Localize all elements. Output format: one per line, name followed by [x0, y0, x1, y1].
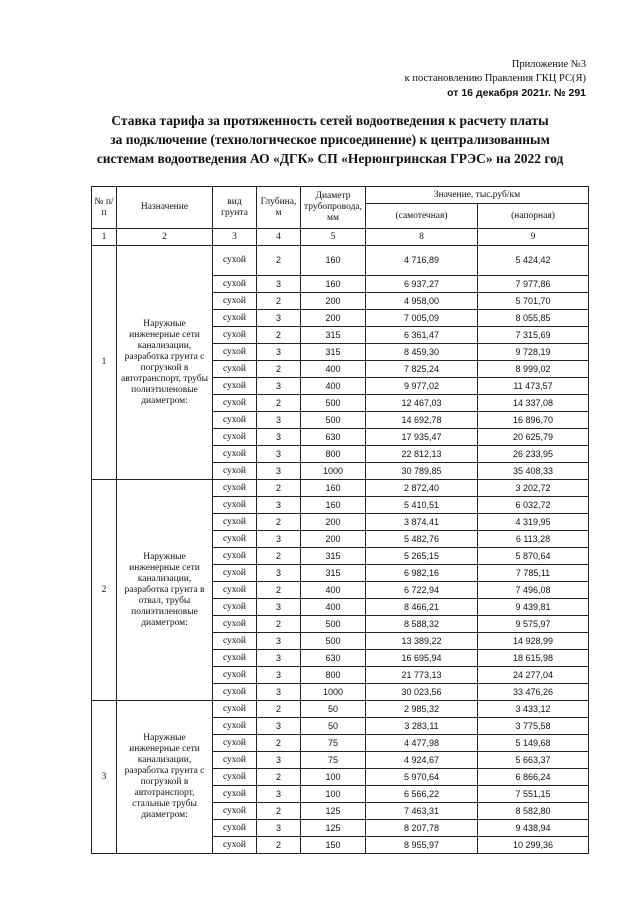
- gravity-value-cell: 8 207,78: [366, 820, 478, 837]
- diameter-cell: 50: [301, 718, 366, 735]
- soil-cell: сухой: [213, 480, 257, 497]
- depth-cell: 3: [257, 497, 301, 514]
- gravity-value-cell: 6 566,22: [366, 786, 478, 803]
- diameter-cell: 400: [301, 378, 366, 395]
- resolution-date: от 16 декабря 2021г. № 291: [447, 87, 586, 99]
- table-row: [92, 246, 589, 276]
- header-name: Назначение: [117, 187, 213, 229]
- soil-cell: сухой: [213, 769, 257, 786]
- group-number-cell: 3: [92, 701, 117, 854]
- pressure-value-cell: 7 496,08: [478, 582, 589, 599]
- diameter-cell: 315: [301, 565, 366, 582]
- depth-cell: 3: [257, 378, 301, 395]
- pressure-value-cell: 7 315,69: [478, 327, 589, 344]
- diameter-cell: 400: [301, 582, 366, 599]
- depth-cell: 2: [257, 514, 301, 531]
- gravity-value-cell: 22 812,13: [366, 446, 478, 463]
- diameter-cell: 400: [301, 361, 366, 378]
- diameter-cell: 50: [301, 701, 366, 718]
- diameter-cell: 315: [301, 327, 366, 344]
- diameter-cell: 100: [301, 769, 366, 786]
- gravity-value-cell: 8 459,30: [366, 344, 478, 361]
- soil-cell: сухой: [213, 684, 257, 701]
- header-gravity: (самотечная): [366, 204, 478, 229]
- pressure-value-cell: 3 433,12: [478, 701, 589, 718]
- diameter-cell: 200: [301, 514, 366, 531]
- soil-cell: сухой: [213, 497, 257, 514]
- depth-cell: 3: [257, 412, 301, 429]
- soil-cell: сухой: [213, 378, 257, 395]
- soil-cell: сухой: [213, 395, 257, 412]
- pressure-value-cell: 8 582,80: [478, 803, 589, 820]
- soil-cell: сухой: [213, 344, 257, 361]
- gravity-value-cell: 8 466,21: [366, 599, 478, 616]
- gravity-value-cell: 4 477,98: [366, 735, 478, 752]
- soil-cell: сухой: [213, 735, 257, 752]
- gravity-value-cell: 7 005,09: [366, 310, 478, 327]
- soil-cell: сухой: [213, 446, 257, 463]
- gravity-value-cell: 6 937,27: [366, 276, 478, 293]
- pressure-value-cell: 7 785,11: [478, 565, 589, 582]
- pressure-value-cell: 9 439,81: [478, 599, 589, 616]
- pressure-value-cell: 18 615,98: [478, 650, 589, 667]
- soil-cell: сухой: [213, 667, 257, 684]
- depth-cell: 3: [257, 599, 301, 616]
- soil-cell: сухой: [213, 837, 257, 854]
- depth-cell: 2: [257, 395, 301, 412]
- gravity-value-cell: 8 588,32: [366, 616, 478, 633]
- header-pressure: (напорная): [478, 204, 589, 229]
- pressure-value-cell: 11 473,57: [478, 378, 589, 395]
- diameter-cell: 500: [301, 616, 366, 633]
- soil-cell: сухой: [213, 786, 257, 803]
- gravity-value-cell: 4 958,00: [366, 293, 478, 310]
- diameter-cell: 75: [301, 735, 366, 752]
- header-diameter: Диаметр трубопровода, мм: [301, 187, 366, 229]
- diameter-cell: 630: [301, 429, 366, 446]
- pressure-value-cell: 7 551,15: [478, 786, 589, 803]
- gravity-value-cell: 4 716,89: [366, 246, 478, 276]
- header-value: Значение, тыс.руб/км: [366, 187, 589, 204]
- pressure-value-cell: 4 319,95: [478, 514, 589, 531]
- soil-cell: сухой: [213, 246, 257, 276]
- pressure-value-cell: 26 233,95: [478, 446, 589, 463]
- depth-cell: 3: [257, 786, 301, 803]
- depth-cell: 3: [257, 633, 301, 650]
- soil-cell: сухой: [213, 463, 257, 480]
- document-header: [405, 58, 586, 100]
- title-line-3: системам водоотведения АО «ДГК» СП «Нерюнгринская ГРЭС» на 2022 год: [96, 151, 564, 166]
- gravity-value-cell: 12 467,03: [366, 395, 478, 412]
- gravity-value-cell: 17 935,47: [366, 429, 478, 446]
- depth-cell: 2: [257, 616, 301, 633]
- depth-cell: 3: [257, 310, 301, 327]
- soil-cell: сухой: [213, 752, 257, 769]
- gravity-value-cell: 4 924,67: [366, 752, 478, 769]
- pressure-value-cell: 5 149,68: [478, 735, 589, 752]
- pressure-value-cell: 3 775,58: [478, 718, 589, 735]
- gravity-value-cell: 6 361,47: [366, 327, 478, 344]
- gravity-value-cell: 21 773,13: [366, 667, 478, 684]
- pressure-value-cell: 5 424,42: [478, 246, 589, 276]
- soil-cell: сухой: [213, 650, 257, 667]
- depth-cell: 3: [257, 344, 301, 361]
- depth-cell: 2: [257, 480, 301, 497]
- gravity-value-cell: 13 389,22: [366, 633, 478, 650]
- diameter-cell: 160: [301, 276, 366, 293]
- soil-cell: сухой: [213, 361, 257, 378]
- depth-cell: 3: [257, 565, 301, 582]
- soil-cell: сухой: [213, 599, 257, 616]
- soil-cell: сухой: [213, 633, 257, 650]
- gravity-value-cell: 30 789,85: [366, 463, 478, 480]
- depth-cell: 3: [257, 463, 301, 480]
- diameter-cell: 160: [301, 497, 366, 514]
- pressure-value-cell: 16 896,70: [478, 412, 589, 429]
- group-number-cell: 1: [92, 246, 117, 480]
- pressure-value-cell: 24 277,04: [478, 667, 589, 684]
- depth-cell: 2: [257, 361, 301, 378]
- depth-cell: 3: [257, 752, 301, 769]
- gravity-value-cell: 9 977,02: [366, 378, 478, 395]
- diameter-cell: 800: [301, 446, 366, 463]
- pressure-value-cell: 5 701,70: [478, 293, 589, 310]
- depth-cell: 2: [257, 293, 301, 310]
- gravity-value-cell: 2 872,40: [366, 480, 478, 497]
- soil-cell: сухой: [213, 293, 257, 310]
- soil-cell: сухой: [213, 310, 257, 327]
- group-description-cell: Наружные инженерные сети канализации, разработка грунта в отвал, трубы полиэтиленовые диаметром:: [117, 480, 213, 701]
- depth-cell: 3: [257, 429, 301, 446]
- depth-cell: 3: [257, 650, 301, 667]
- title-line-2: за подключение (технологическое присоединение) к централизованным: [110, 132, 550, 147]
- soil-cell: сухой: [213, 276, 257, 293]
- colnum: 1: [92, 229, 117, 246]
- gravity-value-cell: 3 283,11: [366, 718, 478, 735]
- pressure-value-cell: 8 055,85: [478, 310, 589, 327]
- soil-cell: сухой: [213, 701, 257, 718]
- soil-cell: сухой: [213, 803, 257, 820]
- diameter-cell: 160: [301, 246, 366, 276]
- pressure-value-cell: 33 476,26: [478, 684, 589, 701]
- depth-cell: 3: [257, 667, 301, 684]
- table-row: [92, 480, 589, 497]
- diameter-cell: 500: [301, 395, 366, 412]
- header-soil: вид грунта: [213, 187, 257, 229]
- depth-cell: 2: [257, 327, 301, 344]
- colnum: 9: [478, 229, 589, 246]
- depth-cell: 3: [257, 276, 301, 293]
- tariff-table: [91, 186, 589, 854]
- gravity-value-cell: 2 985,32: [366, 701, 478, 718]
- pressure-value-cell: 5 870,64: [478, 548, 589, 565]
- diameter-cell: 500: [301, 633, 366, 650]
- gravity-value-cell: 7 825,24: [366, 361, 478, 378]
- soil-cell: сухой: [213, 514, 257, 531]
- gravity-value-cell: 16 695,94: [366, 650, 478, 667]
- depth-cell: 2: [257, 582, 301, 599]
- depth-cell: 3: [257, 820, 301, 837]
- depth-cell: 2: [257, 769, 301, 786]
- gravity-value-cell: 5 265,15: [366, 548, 478, 565]
- diameter-cell: 630: [301, 650, 366, 667]
- depth-cell: 2: [257, 837, 301, 854]
- table-body: [92, 246, 589, 854]
- document-title: [70, 111, 590, 168]
- diameter-cell: 75: [301, 752, 366, 769]
- diameter-cell: 400: [301, 599, 366, 616]
- depth-cell: 2: [257, 246, 301, 276]
- diameter-cell: 125: [301, 803, 366, 820]
- pressure-value-cell: 8 999,02: [478, 361, 589, 378]
- gravity-value-cell: 30 023,56: [366, 684, 478, 701]
- pressure-value-cell: 3 202,72: [478, 480, 589, 497]
- pressure-value-cell: 9 438,94: [478, 820, 589, 837]
- colnum: 4: [257, 229, 301, 246]
- column-number-row: [92, 229, 589, 246]
- soil-cell: сухой: [213, 531, 257, 548]
- group-description-cell: Наружные инженерные сети канализации, разработка грунта с погрузкой в автотранспорт, трубы полиэтиленовые диаметром:: [117, 246, 213, 480]
- colnum: 2: [117, 229, 213, 246]
- depth-cell: 2: [257, 548, 301, 565]
- depth-cell: 3: [257, 531, 301, 548]
- group-number-cell: 2: [92, 480, 117, 701]
- pressure-value-cell: 20 625,79: [478, 429, 589, 446]
- title-line-1: Ставка тарифа за протяженность сетей водоотведения к расчету платы: [111, 113, 549, 128]
- pressure-value-cell: 14 928,99: [478, 633, 589, 650]
- gravity-value-cell: 3 874,41: [366, 514, 478, 531]
- group-description-cell: Наружные инженерные сети канализации, разработка грунта с погрузкой в автотранспорт, стальные трубы диаметром:: [117, 701, 213, 854]
- soil-cell: сухой: [213, 429, 257, 446]
- gravity-value-cell: 5 410,51: [366, 497, 478, 514]
- pressure-value-cell: 6 113,28: [478, 531, 589, 548]
- pressure-value-cell: 6 866,24: [478, 769, 589, 786]
- soil-cell: сухой: [213, 327, 257, 344]
- gravity-value-cell: 7 463,31: [366, 803, 478, 820]
- header-num: № п/п: [92, 187, 117, 229]
- table-row: [92, 701, 589, 718]
- soil-cell: сухой: [213, 582, 257, 599]
- pressure-value-cell: 35 408,33: [478, 463, 589, 480]
- soil-cell: сухой: [213, 718, 257, 735]
- diameter-cell: 200: [301, 531, 366, 548]
- diameter-cell: 200: [301, 293, 366, 310]
- depth-cell: 3: [257, 446, 301, 463]
- diameter-cell: 100: [301, 786, 366, 803]
- diameter-cell: 160: [301, 480, 366, 497]
- soil-cell: сухой: [213, 565, 257, 582]
- pressure-value-cell: 6 032,72: [478, 497, 589, 514]
- depth-cell: 2: [257, 803, 301, 820]
- pressure-value-cell: 14 337,08: [478, 395, 589, 412]
- depth-cell: 3: [257, 684, 301, 701]
- diameter-cell: 1000: [301, 463, 366, 480]
- header-depth: Глубина, м: [257, 187, 301, 229]
- pressure-value-cell: 9 728,19: [478, 344, 589, 361]
- diameter-cell: 315: [301, 548, 366, 565]
- soil-cell: сухой: [213, 820, 257, 837]
- pressure-value-cell: 9 575,97: [478, 616, 589, 633]
- diameter-cell: 200: [301, 310, 366, 327]
- depth-cell: 2: [257, 735, 301, 752]
- diameter-cell: 1000: [301, 684, 366, 701]
- depth-cell: 2: [257, 701, 301, 718]
- gravity-value-cell: 6 982,16: [366, 565, 478, 582]
- colnum: 8: [366, 229, 478, 246]
- gravity-value-cell: 5 482,76: [366, 531, 478, 548]
- pressure-value-cell: 7 977,86: [478, 276, 589, 293]
- pressure-value-cell: 5 663,37: [478, 752, 589, 769]
- gravity-value-cell: 14 692,78: [366, 412, 478, 429]
- appendix-label: Приложение №3: [511, 59, 586, 70]
- soil-cell: сухой: [213, 412, 257, 429]
- gravity-value-cell: 6 722,94: [366, 582, 478, 599]
- gravity-value-cell: 8 955,97: [366, 837, 478, 854]
- diameter-cell: 500: [301, 412, 366, 429]
- colnum: 5: [301, 229, 366, 246]
- diameter-cell: 800: [301, 667, 366, 684]
- colnum: 3: [213, 229, 257, 246]
- gravity-value-cell: 5 970,64: [366, 769, 478, 786]
- resolution-reference: к постановлению Правления ГКЦ РС(Я): [404, 73, 586, 84]
- soil-cell: сухой: [213, 616, 257, 633]
- pressure-value-cell: 10 299,36: [478, 837, 589, 854]
- soil-cell: сухой: [213, 548, 257, 565]
- diameter-cell: 150: [301, 837, 366, 854]
- diameter-cell: 315: [301, 344, 366, 361]
- depth-cell: 3: [257, 718, 301, 735]
- diameter-cell: 125: [301, 820, 366, 837]
